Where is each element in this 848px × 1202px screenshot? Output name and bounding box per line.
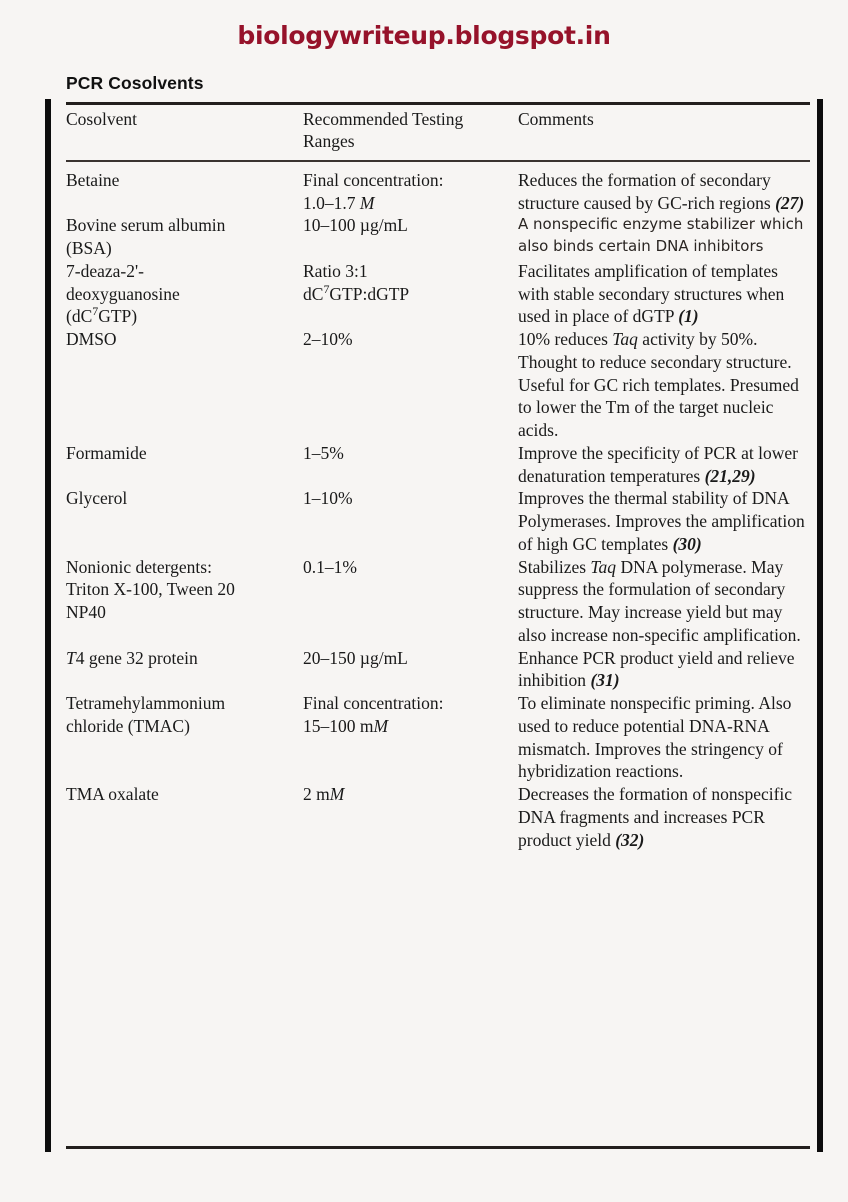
comment-text-a: 10% reduces (518, 329, 613, 350)
cell-cosolvent (66, 260, 303, 328)
table-top-rule (66, 102, 810, 105)
cell-range: 1–5% (303, 442, 344, 463)
cosolvent-line1: 7-deaza-2'- (66, 260, 144, 281)
cell-comments (518, 442, 810, 488)
comment-text: Reduces the formation of secondary structure caused by GC-rich regions (518, 169, 776, 213)
range-text: 2 m (303, 784, 330, 805)
comment-citation: (32) (615, 829, 645, 850)
range-unit-molar: M (329, 784, 345, 805)
table-row (66, 692, 810, 783)
column-header-ranges-line1: Recommended Testing (303, 109, 464, 129)
table-row (66, 214, 810, 260)
cell-cosolvent: Formamide (66, 442, 147, 463)
comment-citation: (21,29) (704, 465, 756, 486)
table-body (66, 153, 810, 852)
range-line1: Ratio 3:1 (303, 260, 368, 281)
cell-range (303, 783, 518, 851)
table-title: PCR Cosolvents (66, 73, 204, 93)
table-row (66, 487, 810, 555)
cell-range (303, 153, 518, 215)
cosolvent-line1: Tetramehylammonium (66, 693, 226, 714)
cell-range: 20–150 µg/mL (303, 647, 408, 668)
cell-range (303, 260, 518, 328)
cosolvent-text: 4 gene 32 protein (75, 647, 198, 668)
gene-prefix-t: T (66, 647, 76, 668)
column-header-comments: Comments (518, 109, 594, 129)
cell-comments (518, 783, 810, 851)
pcr-cosolvents-table (66, 108, 810, 851)
cell-comments: To eliminate nonspecific priming. Also used to reduce potential DNA-RNA mismatch. Improves the stringency of hybridization reactions. (518, 693, 792, 782)
table-header-row (66, 108, 810, 153)
cosolvent-line3-end: GTP) (98, 306, 138, 327)
comment-text: Enhance PCR product yield and relieve inhibition (518, 647, 795, 691)
table-bottom-rule (66, 1146, 810, 1149)
table-header (66, 108, 810, 153)
comment-text-b: activity by 50%. Thought to reduce secondary structure. Useful for GC rich templates. Presumed to lower the Tm of the target nucleic acids. (518, 329, 799, 441)
right-scan-edge-bar (817, 99, 823, 1152)
cell-cosolvent: DMSO (66, 329, 117, 350)
cell-cosolvent (66, 692, 303, 783)
cell-range: 1–10% (303, 488, 353, 509)
column-header-cosolvent: Cosolvent (66, 109, 137, 129)
table-row (66, 556, 810, 647)
site-watermark: biologywriteup.blogspot.in (237, 21, 611, 50)
range-unit-molar: M (373, 715, 389, 736)
cosolvent-line2: (BSA) (66, 238, 112, 259)
comment-citation: (30) (672, 533, 702, 554)
table-row (66, 260, 810, 328)
comment-text: Improves the thermal stability of DNA Polymerases. Improves the amplification of high GC templates (518, 488, 805, 554)
column-header-ranges-line2: Ranges (303, 131, 355, 152)
table-row (66, 783, 810, 851)
cell-range: 0.1–1% (303, 556, 357, 577)
range-line2: dC (303, 283, 324, 304)
superscript-seven: 7 (92, 304, 99, 319)
table-row (66, 647, 810, 693)
cell-cosolvent: Betaine (66, 169, 120, 190)
cell-cosolvent: Glycerol (66, 488, 128, 509)
cell-cosolvent (66, 214, 303, 260)
cosolvent-line3: NP40 (66, 602, 106, 623)
cosolvent-line1: Bovine serum albumin (66, 215, 226, 236)
organism-taq: Taq (590, 556, 617, 577)
cell-range: 10–100 µg/mL (303, 215, 408, 236)
comment-text: Decreases the formation of nonspecific DNA fragments and increases PCR product yield (518, 784, 793, 850)
cell-cosolvent: TMA oxalate (66, 784, 159, 805)
superscript-seven: 7 (323, 281, 330, 296)
cosolvent-line3: (dC (66, 306, 93, 327)
cell-comments (518, 153, 810, 215)
column-header-ranges (303, 108, 518, 153)
comment-citation: (1) (678, 306, 699, 327)
range-line1: Final concentration: (303, 693, 444, 714)
cell-comments (518, 260, 810, 328)
cell-range: 2–10% (303, 329, 353, 350)
cell-range (303, 692, 518, 783)
cosolvent-line2: deoxyguanosine (66, 283, 180, 304)
range-unit-molar: M (359, 192, 375, 213)
cosolvent-line2: chloride (TMAC) (66, 715, 190, 736)
range-line2: 15–100 m (303, 715, 374, 736)
left-scan-edge-bar (45, 99, 51, 1152)
organism-taq: Taq (612, 329, 638, 350)
comment-text-b: DNA polymerase. May suppress the formulation of secondary structure. May increase yield but may also increase non-specific amplification. (518, 556, 801, 645)
range-line1: Final concentration: (303, 169, 444, 190)
cosolvent-line1: Nonionic detergents: (66, 556, 212, 577)
comment-citation: (27) (775, 192, 805, 213)
cell-comments (518, 647, 810, 693)
comment-text: Improve the specificity of PCR at lower denaturation temperatures (518, 442, 798, 486)
comment-text: Facilitates amplification of templates with stable secondary structures when used in place of dGTP (518, 260, 785, 327)
table-row (66, 328, 810, 442)
table-row (66, 153, 810, 215)
range-line2-end: GTP:dGTP (329, 283, 410, 304)
table-row (66, 442, 810, 488)
range-line2: 1.0–1.7 (303, 192, 360, 213)
cell-comments (518, 328, 810, 442)
cell-cosolvent (66, 556, 303, 647)
cell-cosolvent (66, 647, 303, 693)
cell-comments: A nonspecific enzyme stabilizer which also binds certain DNA inhibitors (518, 215, 804, 255)
comment-citation: (31) (590, 670, 620, 691)
cell-comments (518, 556, 810, 647)
comment-text-a: Stabilizes (518, 556, 591, 577)
cell-comments (518, 487, 810, 555)
cosolvent-line2: Triton X-100, Tween 20 (66, 579, 235, 600)
